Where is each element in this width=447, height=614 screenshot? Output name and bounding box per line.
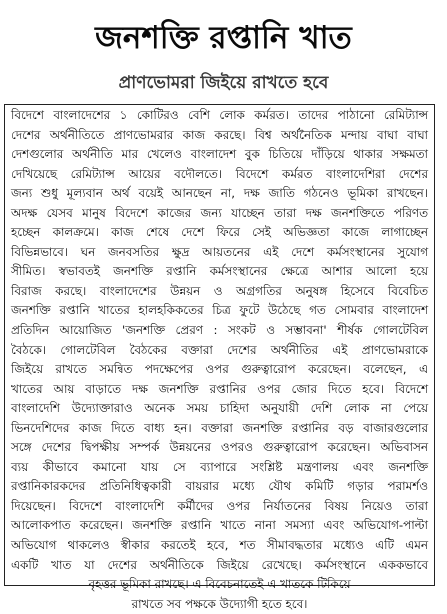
article-body-line: বিভিন্নভাবে। ঘন জনবসতির ক্ষুদ্র আয়তনের এই দেশে কর্মসংস্থানের সুযোগ bbox=[11, 244, 428, 259]
article-body-line: বাংলাদেশি উদ্যোক্তারাও অনেক সময় চাহিদা অনুযায়ী দেশি লোক না পেয়ে bbox=[11, 401, 428, 416]
article-body-line: দেশগুলোর অর্থনীতি মার খেলেও বাংলাদেশ বুক চিতিয়ে দাঁড়িয়ে থাকার সক্ষমতা bbox=[11, 147, 428, 162]
article-body-line: দিয়েছেন। বিদেশে বাংলাদেশি কর্মীদের ওপর নির্যাতনের বিষয় নিয়েও তারা bbox=[11, 498, 428, 513]
article-body-line: বৃহত্তর ভূমিকা রাখছে। এ বিবেচনাতেই এ খাতকে টিকিয়ে bbox=[88, 577, 351, 592]
clipping-top-strip bbox=[0, 0, 447, 2]
article-body-line: হচ্ছেন কালক্রমে। কাজ শেষে দেশে ফিরে সেই অভিজ্ঞতা কাজে লাগাচ্ছেন bbox=[11, 225, 428, 240]
article-body-line: বিরাজ করছে। বাংলাদেশের উন্নয়ন ও অগ্রগতির অনুষঙ্গ হিসেবে বিবেচিত bbox=[11, 283, 428, 298]
article-body-line: ব্যয় কীভাবে কমানো যায় সে ব্যাপারে সংশ্লিষ্ট মন্ত্রণালয় এবং জনশক্তি bbox=[11, 459, 428, 474]
article-body-line: সীমিত। স্বভাবতই জনশক্তি রপ্তানি কর্মসংস্থানের ক্ষেত্রে আশার আলো হয়ে bbox=[11, 264, 428, 279]
article-headline: জনশক্তি রপ্তানি খাত bbox=[95, 20, 352, 56]
article-body-line: খাতের আয় বাড়াতে দক্ষ জনশক্তি রপ্তানির ওপর জোর দিতে হবে। বিদেশে bbox=[11, 381, 428, 396]
article-subheadline: প্রাণভোমরা জিইয়ে রাখতে হবে bbox=[118, 73, 329, 93]
article-body-line: জিইয়ে রাখতে সমন্বিত পদক্ষেপের ওপর গুরুত্বারোপ করেছেন। বলেছেন, এ bbox=[11, 362, 428, 377]
article-body-line: অভিযোগ থাকলেও স্বীকার করতেই হবে, শত সীমাবদ্ধতার মধ্যেও এটি এমন bbox=[11, 538, 428, 553]
article-body-line: বিদেশে বাংলাদেশের ১ কোটিরও বেশি লোক কর্মরত। তাদের পাঠানো রেমিট্যান্স bbox=[11, 108, 428, 122]
article-body-line: রাখতে সব পক্ষকে উদ্যোগী হতে হবে। bbox=[131, 596, 308, 611]
article-body-line: অদক্ষ যেসব মানুষ বিদেশে কাজের জন্য যাচ্ছেন তারা দক্ষ জনশক্তিতে পরিণত bbox=[11, 205, 428, 220]
article-body-line: আলোকপাত করেছেন। জনশক্তি রপ্তানি খাতে নানা সমস্যা এবং অভিযোগ-পাল্টা bbox=[11, 518, 428, 533]
article-body-line: দেশের অর্থনীতিতে প্রাণভোমরার কাজ করছে। বিশ্ব অর্থনৈতিক মন্দায় বাঘা বাঘা bbox=[11, 127, 428, 142]
article-body-line: প্রতিদিন আয়োজিত 'জনশক্তি প্রেরণ : সংকট ও সম্ভাবনা' শীর্ষক গোলটেবিল bbox=[11, 323, 428, 338]
article-body-line: ভিনদেশিদের কাজ দিতে বাধ্য হন। বক্তারা জনশক্তি রপ্তানির বড় বাজারগুলোর bbox=[11, 420, 429, 435]
article-body-box bbox=[4, 104, 435, 611]
article-body-line: দেখিয়েছে রেমিট্যান্স আয়ের বদৌলতে। বিদেশে কর্মরত বাংলাদেশিরা দেশের bbox=[11, 166, 428, 181]
article-body-line: রপ্তানিকারকদের প্রতিনিধিত্বকারী বায়রার মধ্যে যৌথ কমিটি গড়ার পরামর্শও bbox=[11, 479, 428, 494]
article-body-line: জনশক্তি রপ্তানি খাতের হালহকিকতের চিত্র ফুটে উঠেছে গত সোমবার বাংলাদেশ bbox=[11, 303, 428, 318]
article-body-text bbox=[11, 106, 429, 611]
article-body-line: বৈঠকে। গোলটেবিল বৈঠকের বক্তারা দেশের অর্থনীতির এই প্রাণভোমরাকে bbox=[11, 342, 428, 357]
article-body-line: জন্য শুধু মূল্যবান অর্থ বয়েই আনছেন না, দক্ষ জাতি গঠনেও ভূমিকা রাখছেন। bbox=[11, 186, 428, 201]
article-body-line: সঙ্গে দেশের দ্বিপক্ষীয় সম্পর্ক উন্নয়নের ওপরও গুরুত্বারোপ করেছেন। অভিবাসন bbox=[11, 440, 428, 455]
article-body-line: একটি খাত যা দেশের অর্থনীতিকে জিইয়ে রেখেছে। কর্মসংস্থানে এককভাবে bbox=[11, 557, 428, 572]
